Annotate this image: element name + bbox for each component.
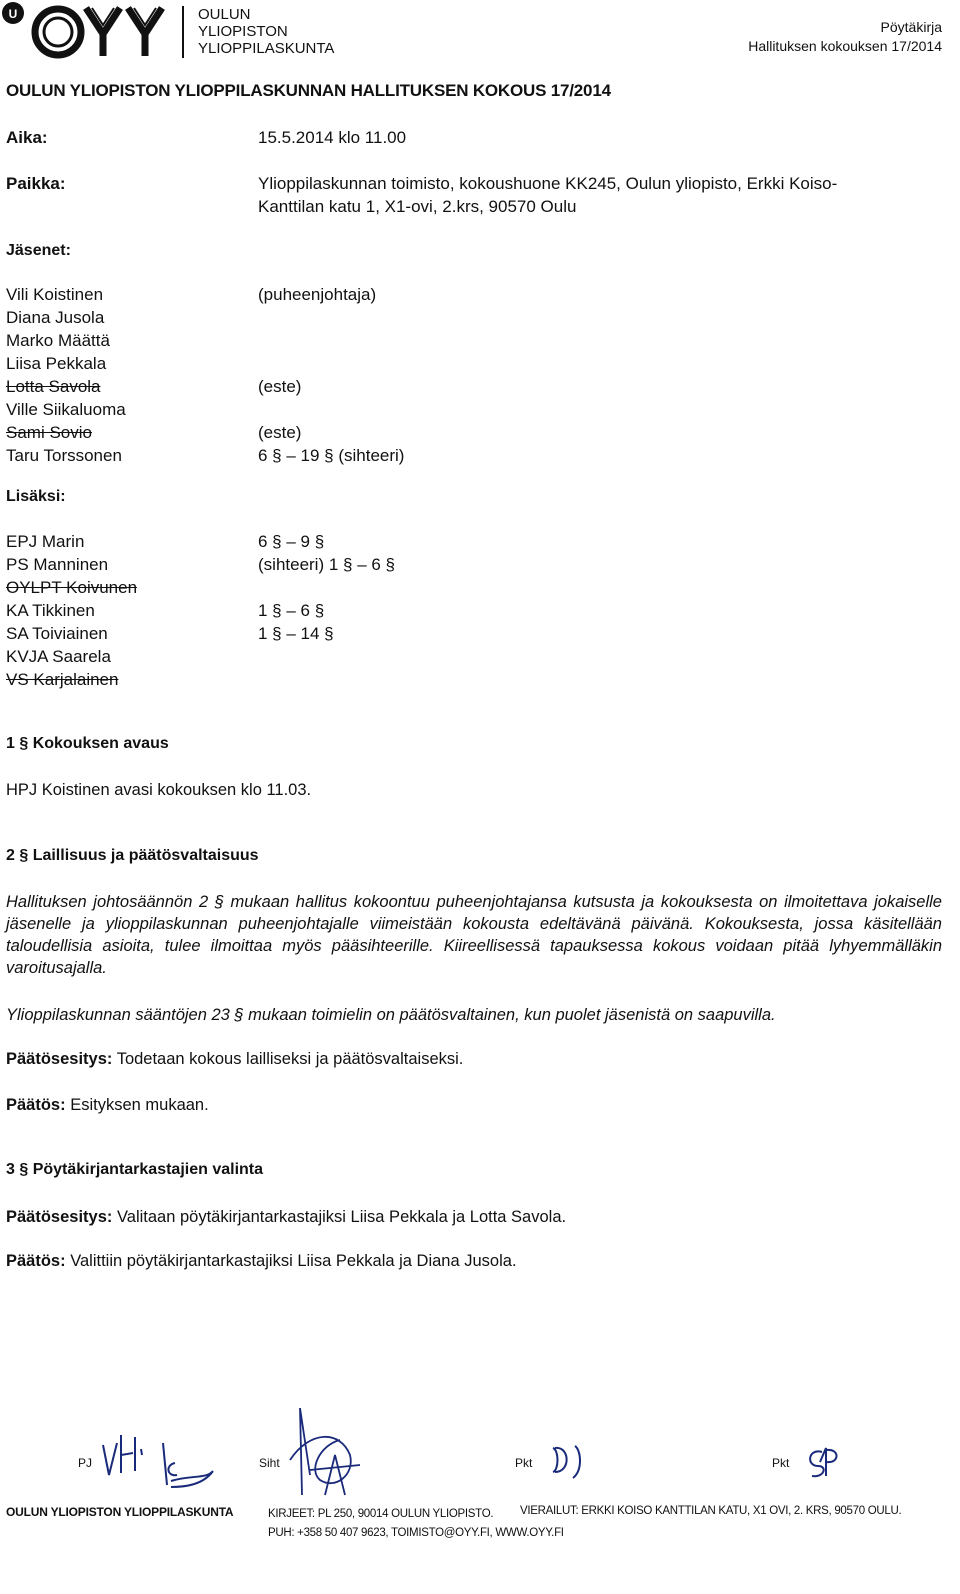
list-item: Ville Siikaluoma [6, 400, 126, 419]
doc-reference: Hallituksen kokouksen 17/2014 [748, 38, 942, 54]
others-notes [258, 530, 395, 691]
section-2-heading: 2 § Laillisuus ja päätösvaltaisuus [6, 847, 259, 864]
list-note [258, 329, 404, 352]
list-note: (puheenjohtaja) [258, 285, 377, 304]
list-item: KVJA Saarela [6, 647, 111, 666]
signature-label-pj: PJ [78, 1456, 93, 1470]
others-names [6, 530, 137, 691]
document-title: OULUN YLIOPISTON YLIOPPILASKUNNAN HALLITUKSEN KOKOUS 17/2014 [6, 81, 611, 100]
members-names [6, 283, 126, 467]
signature-siht-icon [280, 1400, 390, 1510]
section-1-text: HPJ Koistinen avasi kokouksen klo 11.03. [6, 781, 312, 799]
others-heading: Lisäksi: [6, 488, 66, 505]
place-label: Paikka: [6, 174, 66, 193]
members-notes [258, 283, 404, 467]
section-2-proposal: Päätösesitys: Todetaan kokous lailliseksi ja päätösvaltaiseksi. [6, 1050, 464, 1068]
list-note [258, 668, 395, 691]
svg-text:U: U [8, 7, 18, 21]
org-name: OULUN YLIOPISTON YLIOPPILASKUNTA [198, 6, 335, 57]
list-item: KA Tikkinen [6, 601, 95, 620]
signature-pkt-1-icon [545, 1440, 595, 1485]
list-note: (sihteeri) 1 § – 6 § [258, 555, 396, 574]
section-3-decision: Päätös: Valittiin pöytäkirjantarkastajiksi Liisa Pekkala ja Diana Jusola. [6, 1252, 517, 1270]
list-item: Sami Sovio [6, 423, 92, 442]
oyy-logo-mark [0, 0, 190, 62]
members-heading: Jäsenet: [6, 242, 71, 259]
section-3-proposal: Päätösesitys: Valitaan pöytäkirjantarkastajiksi Liisa Pekkala ja Lotta Savola. [6, 1208, 567, 1226]
list-item: Vili Koistinen [6, 285, 104, 304]
footer-org: OULUN YLIOPISTON YLIOPPILASKUNTA [6, 1505, 234, 1519]
list-note [258, 352, 404, 375]
list-item: PS Manninen [6, 555, 109, 574]
list-item: Marko Määttä [6, 331, 110, 350]
time-value: 15.5.2014 klo 11.00 [258, 128, 407, 147]
section-3-heading: 3 § Pöytäkirjantarkastajien valinta [6, 1161, 264, 1178]
list-note: 6 § – 19 § (sihteeri) [258, 446, 405, 465]
list-note: 1 § – 6 § [258, 601, 325, 620]
section-2-decision: Päätös: Esityksen mukaan. [6, 1096, 209, 1114]
list-item: Liisa Pekkala [6, 354, 107, 373]
list-note: 1 § – 14 § [258, 624, 334, 643]
signature-label-siht: Siht [259, 1456, 280, 1470]
signature-label-pkt-1: Pkt [515, 1456, 533, 1470]
time-label: Aika: [6, 128, 48, 147]
footer-address: KIRJEET: PL 250, 90014 OULUN YLIOPISTO. PUH: +358 50 407 9623, TOIMISTO@OYY.FI, WWW.OYY.FI [268, 1508, 564, 1539]
section-2-paragraph-1: Hallituksen johtosäännön 2 § mukaan hallitus kokoontuu puheenjohtajansa kutsusta ja kokouksesta on ilmoitettava jokaiselle jäsenelle ja ylioppilaskunnan puheenjohtajalle viimeistään kokousta edeltävänä päivänä. Kokouksesta, jossa käsitellään taloudellisia asioita, tulee ilmoittaa myös pääsihteerille. Kiireellisessä tapauksessa kokous voidaan pitää lyhyemmälläkin varoitusajalla. [6, 893, 942, 977]
list-note: (este) [258, 423, 302, 442]
place-value: Ylioppilaskunnan toimisto, kokoushuone KK245, Oulun yliopisto, Erkki Koiso- Kanttilan katu 1, X1-ovi, 2.krs, 90570 Oulu [258, 174, 838, 216]
list-item: Diana Jusola [6, 308, 105, 327]
list-item: SA Toiviainen [6, 624, 108, 643]
doc-type: Pöytäkirja [880, 19, 942, 35]
list-item: EPJ Marin [6, 532, 85, 551]
list-item: OYLPT Koivunen [6, 578, 138, 597]
signature-pj-icon [95, 1425, 225, 1500]
list-note [258, 306, 404, 329]
list-note: 6 § – 9 § [258, 532, 325, 551]
list-note [258, 398, 404, 421]
signature-pkt-2-icon [800, 1442, 860, 1482]
list-note [258, 645, 395, 668]
list-item: Lotta Savola [6, 377, 101, 396]
footer-visitors: VIERAILUT: ERKKI KOISO KANTTILAN KATU, X1 OVI, 2. KRS, 90570 OULU. [520, 1505, 902, 1517]
signature-label-pkt-2: Pkt [772, 1456, 790, 1470]
list-note: (este) [258, 377, 302, 396]
document-header-info [748, 18, 942, 56]
section-1-heading: 1 § Kokouksen avaus [6, 735, 169, 752]
list-note [258, 576, 395, 599]
section-2-paragraph-2: Ylioppilaskunnan sääntöjen 23 § mukaan toimielin on päätösvaltainen, kun puolet jäsenistä on saapuvilla. [6, 1006, 776, 1024]
list-item: Taru Torssonen [6, 446, 122, 465]
list-item: VS Karjalainen [6, 670, 119, 689]
